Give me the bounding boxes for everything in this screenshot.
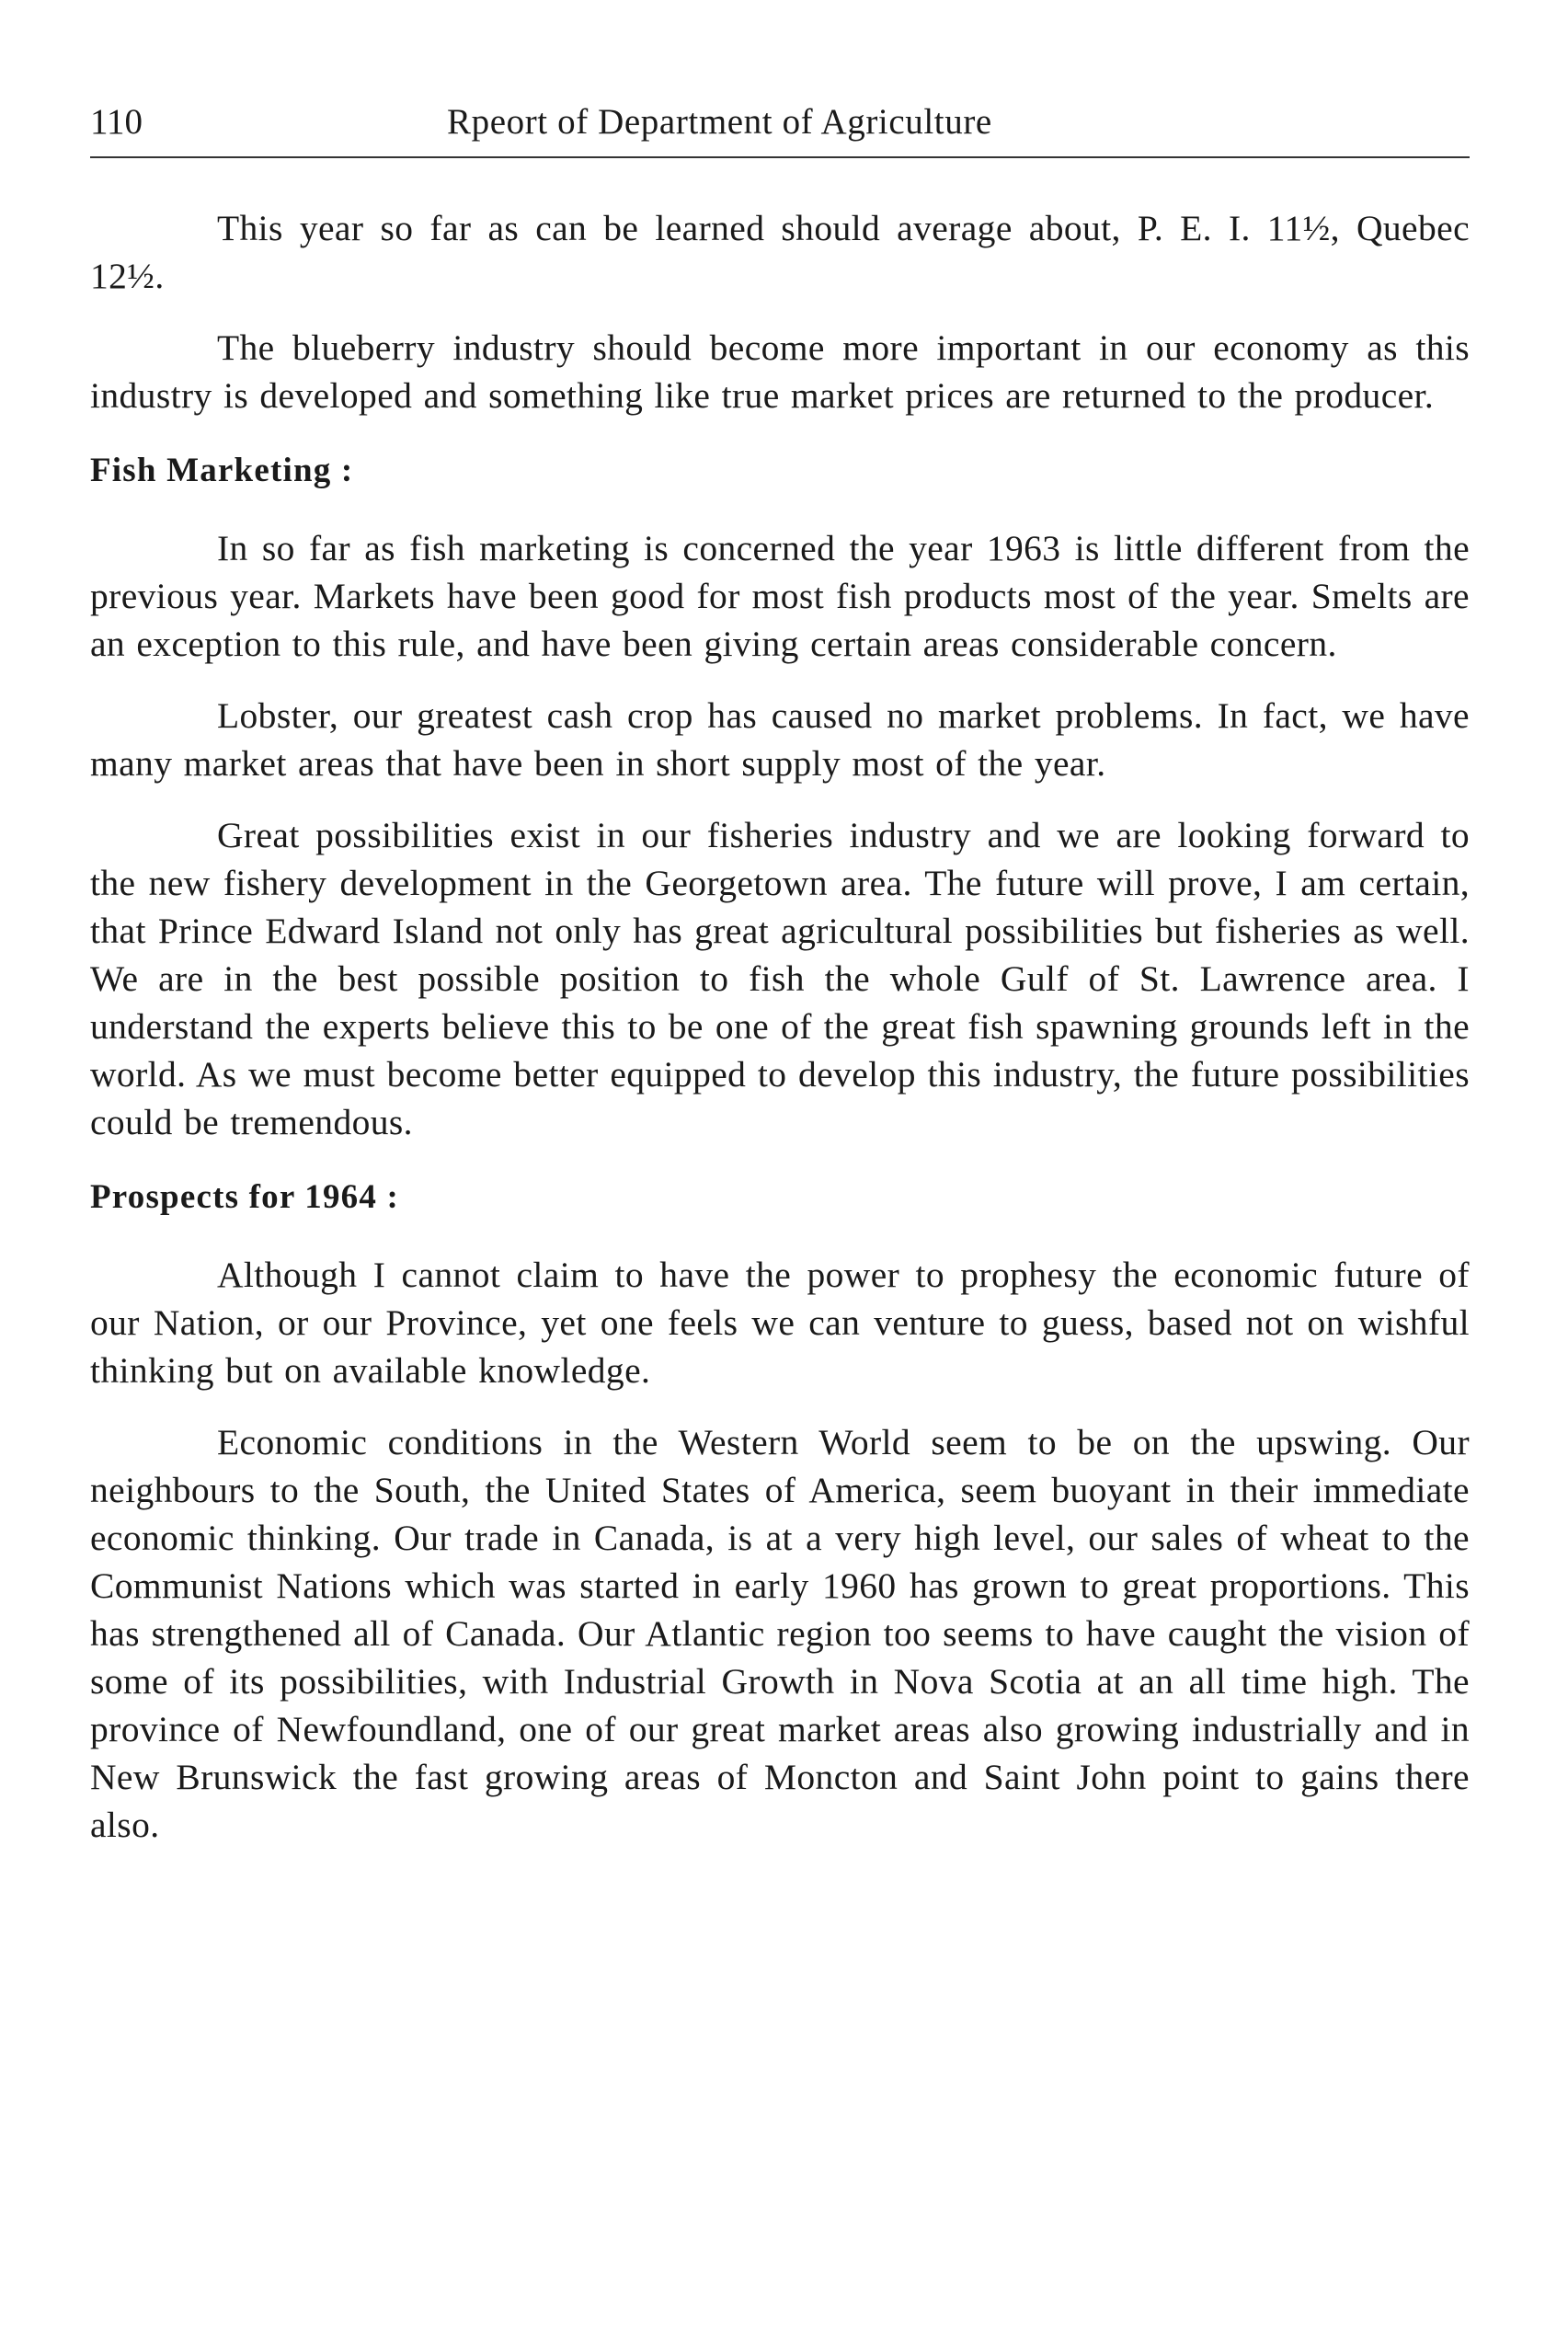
page-body xyxy=(90,204,1470,1873)
paragraph-blueberry-industry: The blueberry industry should become more important in our economy as this industry is developed and something like true market prices are returned to the producer. xyxy=(90,327,1470,416)
section-heading-fish-marketing: Fish Marketing : xyxy=(90,452,354,489)
paragraph-economic-conditions: Economic conditions in the Western World seem to be on the upswing. Our neighbours to the South, the United States of America, seem buoyant in their immediate economic thinking. Our trade in Canada, is at a very high level, our sales of wheat to the Communist Nations which was started in early 1960 has grown to great proportions. This has strengthened all of Canada. Our Atlantic region too seems to have caught the vision of some of its possibilities, with Industrial Growth in Nova Scotia at an all time high. The province of Newfoundland, one of our great market areas also growing industrially and in New Brunswick the fast growing areas of Moncton and Saint John point to gains there also. xyxy=(90,1422,1470,1845)
header-rule xyxy=(90,156,1470,158)
paragraph-blueberry-average: This year so far as can be learned should average about, P. E. I. 11½, Quebec 12½. xyxy=(90,208,1470,296)
running-title: Rpeort of Department of Agriculture xyxy=(447,102,992,142)
page-number: 110 xyxy=(90,102,143,142)
page-header xyxy=(90,95,1470,150)
paragraph-prophesy: Although I cannot claim to have the power to prophesy the economic future of our Nation, or our Province, yet one feels we can venture to guess, based not on wishful thinking but on available knowledge. xyxy=(90,1255,1470,1391)
section-heading-prospects: Prospects for 1964 : xyxy=(90,1178,400,1216)
paragraph-fish-marketing: In so far as fish marketing is concerned the year 1963 is little different from the previous year. Markets have been good for most fish products most of the year. Smelts are an exception to this rule, and have been giving certain areas considerable concern. xyxy=(90,528,1470,664)
paragraph-lobster: Lobster, our greatest cash crop has caused no market problems. In fact, we have many market areas that have been in short supply most of the year. xyxy=(90,695,1470,784)
paragraph-fisheries-possibilities: Great possibilities exist in our fisheries industry and we are looking forward to the new fishery development in the Georgetown area. The future will prove, I am certain, that Prince Edward Island not only has great agricultural possibilities but fisheries as well. We are in the best possible position to fish the whole Gulf of St. Lawrence area. I understand the experts believe this to be one of the great fish spawning grounds left in the world. As we must become better equipped to develop this industry, the future possibilities could be tremendous. xyxy=(90,815,1470,1142)
